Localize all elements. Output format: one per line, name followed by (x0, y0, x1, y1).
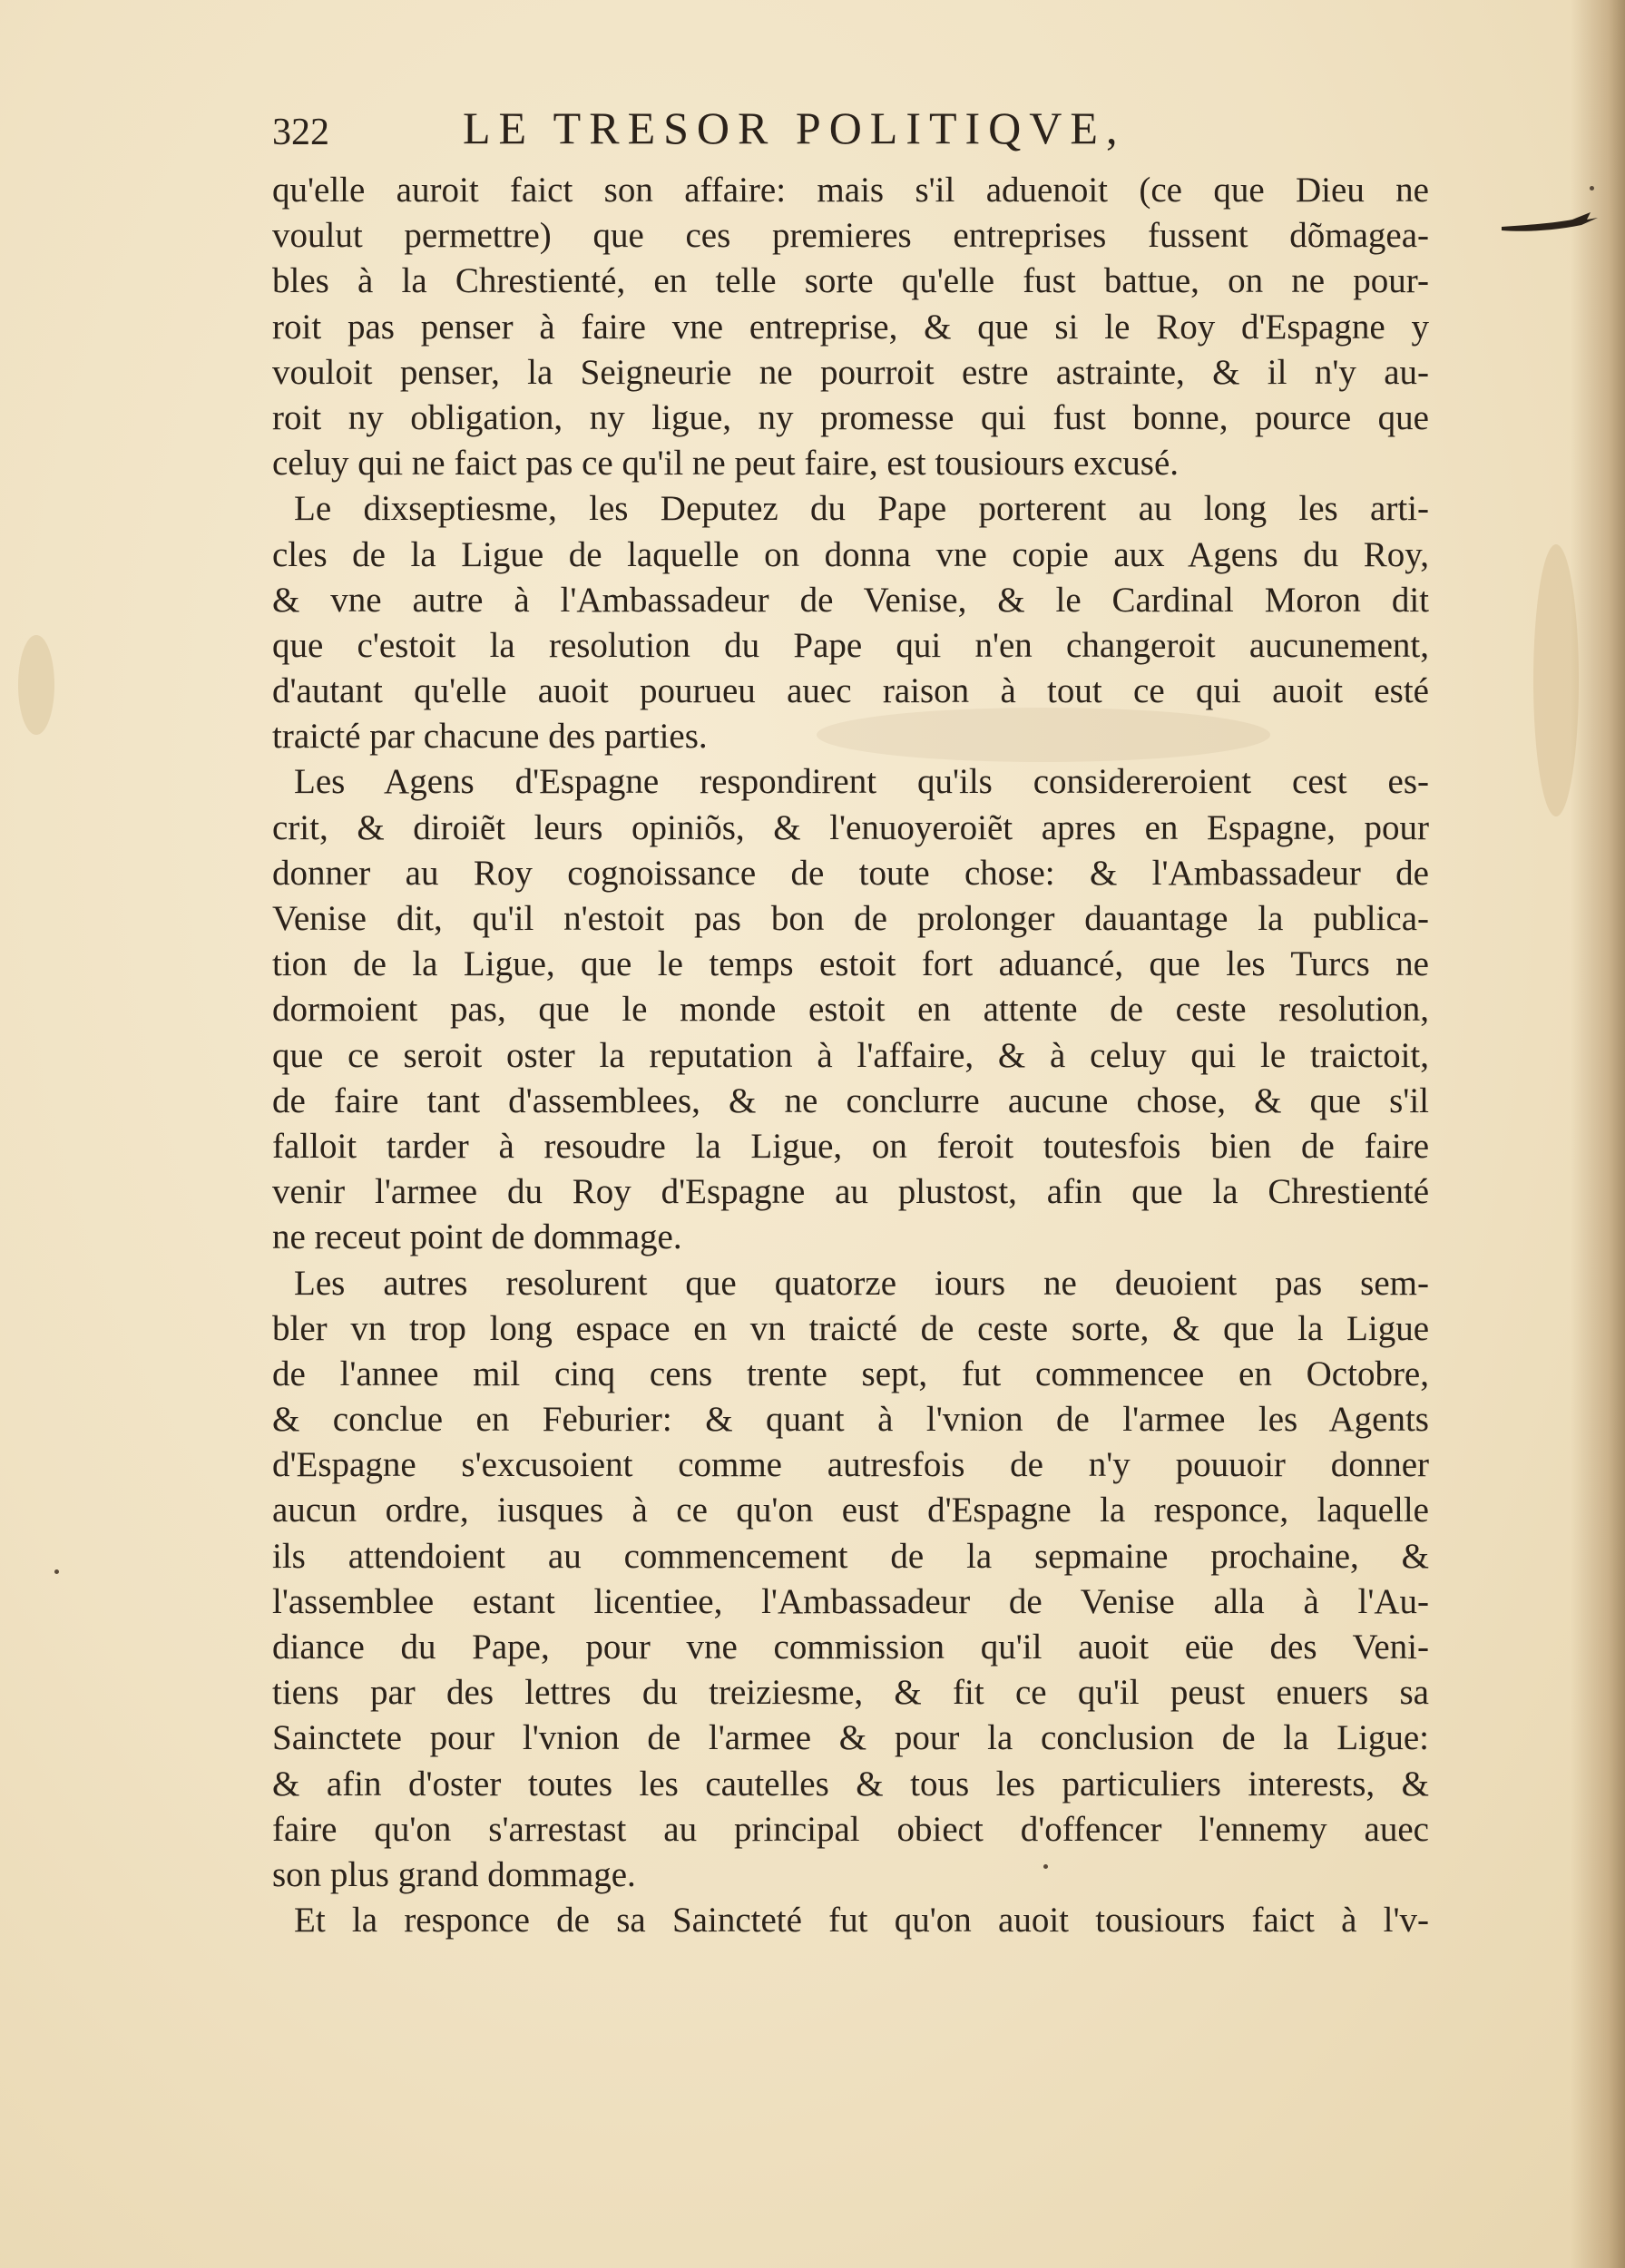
ink-speck (54, 1569, 59, 1574)
text-line: Les autres resolurent que quatorze iours ne deuoient pas sem- (294, 1263, 1429, 1303)
ink-mark-icon (1500, 210, 1600, 238)
text-line: faire qu'on s'arrestast au principal obiect d'offencer l'ennemy auec (272, 1809, 1429, 1849)
text-line: bler vn trop long espace en vn traicté de ceste sorte, & que la Ligue (272, 1308, 1429, 1348)
text-line: Et la responce de sa Saincteté fut qu'on auoit tousiours faict à l'v- (294, 1901, 1429, 1941)
text-line: vouloit penser, la Seigneurie ne pourroit estre astrainte, & il n'y au- (272, 352, 1429, 392)
text-line: qu'elle auroit faict son affaire: mais s'il aduenoit (ce que Dieu ne (272, 171, 1429, 210)
text-line: celuy qui ne faict pas ce qu'il ne peut faire, est tousiours excusé. (272, 444, 1180, 484)
text-line: d'Espagne s'excusoient comme autresfois de n'y pouuoir donner (272, 1445, 1429, 1485)
text-line: ils attendoient au commencement de la sepmaine prochaine, & (272, 1536, 1429, 1576)
text-line: & vne autre à l'Ambassadeur de Venise, & le Cardinal Moron dit (272, 580, 1429, 620)
text-line: aucun ordre, iusques à ce qu'on eust d'Espagne la responce, laquelle (272, 1491, 1429, 1530)
text-line: falloit tarder à resoudre la Ligue, on feroit toutesfois bien de faire (272, 1126, 1429, 1166)
running-title: LE TRESOR POLITIQVE, (463, 103, 1126, 153)
text-line: diance du Pape, pour vne commission qu'il auoit eüe des Veni- (272, 1628, 1429, 1667)
paper-stain (18, 635, 54, 735)
text-line: que c'estoit la resolution du Pape qui n'en changeroit aucunement, (272, 625, 1429, 665)
text-line: de faire tant d'assemblees, & ne conclurre aucune chose, & que s'il (272, 1080, 1429, 1120)
text-line: de l'annee mil cinq cens trente sept, fut commencee en Octobre, (272, 1354, 1429, 1393)
text-line: l'assemblee estant licentiee, l'Ambassadeur de Venise alla à l'Au- (272, 1581, 1429, 1621)
text-line: crit, & diroiẽt leurs opiniõs, & l'enuoyeroiẽt apres en Espagne, pour (272, 807, 1429, 847)
text-line: venir l'armee du Roy d'Espagne au plustost, afin que la Chrestienté (272, 1172, 1429, 1212)
page-edge-shadow (1571, 0, 1625, 2268)
text-line: bles à la Chrestienté, en telle sorte qu'elle fust battue, on ne pour- (272, 261, 1429, 301)
text-line: Le dixseptiesme, les Deputez du Pape porterent au long les arti- (294, 489, 1429, 529)
body-text (272, 168, 1429, 1943)
page-header (272, 102, 1270, 165)
text-line: tiens par des lettres du treiziesme, & fit ce qu'il peust enuers sa (272, 1673, 1429, 1713)
ink-speck (1590, 186, 1594, 191)
text-line: roit pas penser à faire vne entreprise, & que si le Roy d'Espagne y (272, 307, 1429, 347)
paper-stain (1533, 544, 1579, 816)
text-line: ne receut point de dommage. (272, 1217, 682, 1257)
text-line: & conclue en Feburier: & quant à l'vnion de l'armee les Agents (272, 1400, 1429, 1440)
text-line: dormoient pas, que le monde estoit en attente de ceste resolution, (272, 990, 1429, 1030)
text-line: Venise dit, qu'il n'estoit pas bon de prolonger dauantage la publica- (272, 899, 1429, 938)
text-line: tion de la Ligue, que le temps estoit fort aduancé, que les Turcs ne (272, 944, 1429, 984)
text-line: traicté par chacune des parties. (272, 717, 708, 757)
text-line: roit ny obligation, ny ligue, ny promesse qui fust bonne, pource que (272, 397, 1429, 437)
text-line: voulut permettre) que ces premieres entreprises fussent dõmagea- (272, 216, 1429, 256)
text-line: & afin d'oster toutes les cautelles & tous les particuliers interests, & (272, 1764, 1429, 1804)
page-number: 322 (272, 112, 329, 153)
text-line: d'autant qu'elle auoit pourueu auec raison à tout ce qui auoit esté (272, 671, 1429, 711)
text-line: donner au Roy cognoissance de toute chose: & l'Ambassadeur de (272, 853, 1429, 893)
text-line: son plus grand dommage. (272, 1854, 636, 1894)
text-line: Les Agens d'Espagne respondirent qu'ils considereroient cest es- (294, 762, 1429, 802)
text-line: que ce seroit oster la reputation à l'affaire, & à celuy qui le traictoit, (272, 1035, 1429, 1075)
text-line: cles de la Ligue de laquelle on donna vne copie aux Agens du Roy, (272, 534, 1429, 574)
text-line: Sainctete pour l'vnion de l'armee & pour la conclusion de la Ligue: (272, 1718, 1429, 1758)
